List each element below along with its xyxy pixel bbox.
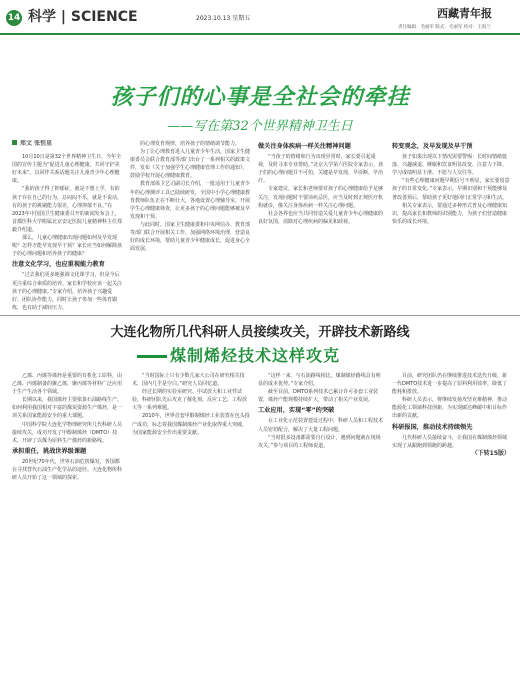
newspaper-name: 西藏青年报 bbox=[437, 7, 492, 20]
article1-col3: 做关注身体疾病一样关注精神问题 “当孩子的情绪和行为出现异常时，家长要引起重视，及时寻求专业帮助。”北京大学第六医院专家表示，孩子们的心理问题并不可怕，关键是早发现、早诊断、早治疗。 专家建议，家长和老师要对孩子的心理健康给予足够关注，发现问题时不要讳疾忌医，应当及时到正规医疗机构就诊，像关注身体疾病一样关注心理问题。 社会各界也应当共同营造关爱儿童青少年心理健康的良好氛围，消除对心理疾病的偏见和歧视。 bbox=[258, 143, 384, 225]
article2-col2: “当时国际上只有少数几家大公司在研究相关技术，国内几乎是空白。”研究人员回忆道。 经过长期的实验室研究、中试放大和工业性试验，科研团队先后攻克了催化剂、反应工艺、工程放大等一系列难题。 2010年，世界首套甲醇制烯烃工业装置在包头投产成功，标志着我国煤制烯烃产业化取得重大突破，为国家能源安全作出重要贡献。 bbox=[132, 373, 250, 436]
article2-col3: “这样一来，与石油路线相比，煤制烯烃路线具有明显的成本优势。”专家介绍。 截至目前，DMTO系列技术已累计许可多套工业装置，烯烃产能规模持续扩大，带动了相关产业发展。 工业应用，实现“零”的突破 在工业化示范装置建设过程中，科研人员和工程技术人员密切配合，解决了大量工程问题。 “当时很多设备都需要自行设计，遇到问题就在现场攻关。”参与项目的工程师说道。 bbox=[258, 373, 384, 449]
article1-title: 孩子们的心事是全社会的牵挂 bbox=[110, 85, 410, 110]
page-header bbox=[0, 0, 520, 42]
article2-heading1: 承担重任，挑战世界级课题 bbox=[12, 447, 87, 455]
article1-subtitle: ——写在第32个世界精神卫生日 bbox=[167, 119, 353, 134]
article2-col4: 目前，研究团队仍在继续推进技术迭代升级，新一代DMTO技术进一步提高了原料利用效率，降低了能耗和排放。 科研人员表示，将继续发扬攻坚克难精神，推动能源化工领域科技创新，为实现碳达峰碳中和目标作出新的贡献。 科研报国，推动技术持续领先 几代科研人员接续奋斗，让我国在煤制烯烃领域实现了从跟跑到领跑的跨越。 （下转15版） bbox=[392, 373, 510, 457]
article1-heading3: 转变观念，及早发现及早干预 bbox=[392, 143, 473, 150]
article1-heading2: 做关注身体疾病一样关注精神问题 bbox=[258, 143, 351, 150]
article2-title: 煤制烯烃技术这样攻克 bbox=[170, 346, 341, 365]
title-accent-bar bbox=[137, 355, 167, 358]
article2-heading2: 工业应用，实现“零”的突破 bbox=[258, 407, 335, 415]
article1-col4: 转变观念，及早发现及早干预 孩子如果出现以下情况需要警惕：长时间情绪低落、兴趣减退、睡眠和饮食明显改变、注意力下降、学习成绩明显下滑、不愿与人交往等。 “有些心理健康问题早期信号不明显，家长要留意孩子的日常变化。”专家表示，早期识别和干预能够显著改善预后，帮助孩子更好地回归正常学习和生活。 相关专家表示，要通过多种形式普及心理健康知识，提高家长和教师的识别能力，为孩子们营造健康快乐的成长环境。 bbox=[392, 143, 510, 225]
article1-col1: 郑文 张恒星 10月10日是第32个世界精神卫生日，今年全国的宣传主题为“促进儿童心理健康，共同守护美好未来”。以同伴关系话题关注儿童青少年心理健康。 “我的孩子得了抑郁症，就是不想上学，有的孩子存在自己的行为，总闷闷不乐，就是不说话，有的孩子的挑剔能力很差，心理抑郁不良。”在2023年中国国卫生健康委召开的新闻发布会上，首都医科大学附属北京安定医院儿童精神科主任郑毅介绍道。 那么，儿童心理健康出现问题如何及早发现呢？怎样才能早发现早干预？家长应当如何解除孩子的心理问题和培养孩子的健康？ 注意文化学习，也应重视能力教育 “过去我们更多地强调文化课学习，但是今后更注重综合素质的培养。家长和学校应该一起关注孩子的心理健康。”专家介绍，培养孩子兴趣爱好、团队协作能力，同时让孩子参加一些体育锻炼，也有助于减轻压力。 bbox=[12, 140, 122, 311]
author-line: 郑文 张恒星 bbox=[12, 140, 122, 148]
editor-credits: 责任编辑：毛丽军 版式：毛丽军 校对：王海兰 bbox=[398, 25, 491, 30]
issue-date: 2023.10.13 星期五 bbox=[196, 15, 251, 22]
article2-col1: 乙烯、丙烯等烯烃是重要的有机化工原料，由乙烯、丙烯制备的聚乙烯、聚丙烯等材料广泛应用于生产生活各个领域。 长期以来，我国烯烃主要依靠石油路线生产。如何利用我国相对丰富的煤炭资源生产烯烃，是一项关系国家能源安全的重大课题。 中国科学院大连化学物理研究所几代科研人员接续攻关，成功开发了甲醇制烯烃（DMTO）技术，开辟了以煤为原料生产烯烃的新路线。 承担重任，挑战世界级课题 20世纪70年代，世界石油危机爆发，各国都在寻找替代石油生产化学品的途径。大连化物所科研人员开始了这一领域的探索。 bbox=[12, 373, 123, 482]
continued-note: （下转15版） bbox=[471, 449, 510, 457]
article1-heading1: 注意文化学习，也应重视能力教育 bbox=[12, 261, 105, 269]
article-divider bbox=[0, 315, 520, 316]
author-icon bbox=[12, 140, 17, 145]
section-title: 科学 | SCIENCE bbox=[28, 9, 138, 25]
article2-heading3: 科研报国，推动技术持续领先 bbox=[392, 423, 473, 431]
article1-col2: 的心理发育规律，培养孩子的情绪调节能力。 为了让心理教育进入儿童青少年生活，国家卫生健康委员会联合教育部等部门出台了一系列相关的政策文件，发布《关于加强学生心理健康管理工作的通知》，鼓励学校开展心理健康教育。 教育部体卫艺司副司长介绍，一批适用于儿童青少年的心理测评工具已陆续研发，全国中小学心理健康教育教师队伍正在不断壮大，各地设置心理辅导室，开展学生心理健康筛查，让更多孩子的心理问题能够被及早发现和干预。 与此同时，国家卫生健康委和中央网信办、教育部等部门联合开展相关工作，加强网络环境治理，营造良好的成长环境，帮助儿童青少年健康成长，促进身心全面发展。 bbox=[130, 141, 250, 253]
page-number: 14 bbox=[6, 10, 22, 26]
article2-kicker: 大连化物所几代科研人员接续攻关，开辟技术新路线 bbox=[110, 325, 410, 340]
header-rule bbox=[0, 33, 520, 35]
